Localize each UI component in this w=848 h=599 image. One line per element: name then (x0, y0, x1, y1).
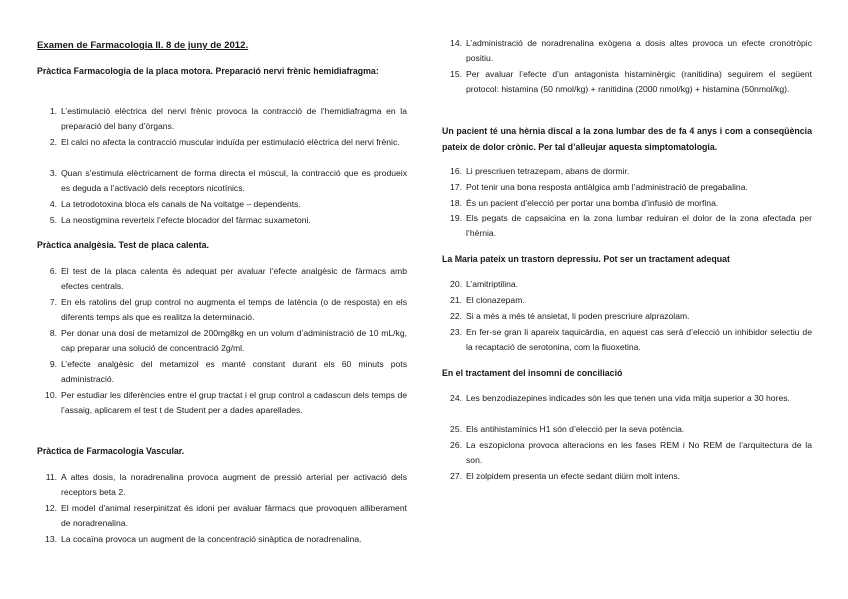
item-number: 15. (450, 69, 462, 79)
item-number: 25. (450, 424, 462, 434)
item-text: Per donar una dosi de metamizol de 200mg8kg en un volum d’administració de 10 mL/kg, cap preparar una solució de concentració 2g/ml. (61, 328, 407, 353)
item-number: 6. (49, 266, 57, 276)
section-heading-maria: La Maria pateix un trastorn depressiu. Pot ser un tractament adequat (442, 254, 730, 264)
item-text: L’efecte analgèsic del metamizol es manté constant durant els 60 minuts pots administració. (61, 359, 407, 384)
item-number: 10. (45, 390, 57, 400)
item-text: Les benzodiazepines indicades són les que tenen una vida mitja superior a 30 hores. (466, 393, 790, 403)
item-text: Li prescriuen tetrazepam, abans de dormir. (466, 166, 630, 176)
item-text: El calci no afecta la contracció muscular induïda per estimulació elèctrica del nervi frènic. (61, 137, 400, 147)
item-text: El test de la placa calenta és adequat per avaluar l’efecte analgèsic de fàrmacs amb efectes centrals. (61, 266, 407, 291)
item-text: És un pacient d’elecció per portar una bomba d’infusió de morfina. (466, 198, 719, 208)
section-heading-motora: Pràctica Farmacologia de la placa motora. Preparació nervi frènic hemidiafragma: (37, 66, 379, 76)
item-text: Quan s’estimula elèctricament de forma directa el múscul, la contracció que es produeix es deguda a l’activació dels receptors nicotínics. (61, 168, 407, 193)
item-text: La tetrodotoxina bloca els canals de Na voltatge – dependents. (61, 199, 301, 209)
item-text: En els ratolins del grup control no augmenta el temps de latència (o de resposta) en els diferents temps als que es realitza la determinació. (61, 297, 407, 322)
item-text: Pot tenir una bona resposta antiàlgica amb l’administració de pregabalina. (466, 182, 748, 192)
item-text: El model d’animal reserpinitzat és idoni per avaluar fàrmacs que provoquen alliberament de noradrenalina. (61, 503, 407, 528)
page-title: Examen de Farmacologia II. 8 de juny de 2012. (37, 40, 249, 51)
section-heading-insomni: En el tractament del insomni de conciliació (442, 368, 623, 378)
item-text: L’administració de noradrenalina exògena a dosis altes provoca un efecte cronotròpic positiu. (466, 38, 812, 63)
item-number: 3. (49, 168, 57, 178)
item-number: 13. (45, 534, 57, 544)
item-number: 1. (49, 106, 57, 116)
item-text: L’estimulació elèctrica del nervi frènic provoca la contracció de l’hemidiafragma en la preparació del bany d’òrgans. (61, 106, 407, 131)
item-number: 24. (450, 393, 462, 403)
item-text: Els pegats de capsaicina en la zona lumbar reduiran el dolor de la zona afectada per l’hèrnia. (466, 213, 812, 238)
section-heading-hernia: Un pacient té una hèrnia discal a la zona lumbar des de fa 4 anys i com a conseqüència pateix de dolor crònic. Per tal d’alleujar aquesta simptomatologia. (442, 126, 812, 152)
item-number: 16. (450, 166, 462, 176)
item-number: 17. (450, 182, 462, 192)
item-text: Per estudiar les diferències entre el grup tractat i el grup control a cadascun dels temps de l’assaig, aplicarem el test t de Student per a dades aparellades. (61, 390, 407, 415)
item-text: Els antihistamínics H1 són d’elecció per la seva potència. (466, 424, 685, 434)
item-text: El zolpidem presenta un efecte sedant diürn molt intens. (466, 471, 681, 481)
item-text: L’amitriptilina. (466, 279, 519, 289)
item-text: En fer-se gran li apareix taquicàrdia, en aquest cas serà d’elecció un inhibidor selectiu de la recaptació de serotonina, com la fluoxetina. (466, 327, 812, 352)
item-text: Per avaluar l’efecte d’un antagonista histaminèrgic (ranitidina) seguirem el següent protocol: histamina (50 nmol/kg) + ranitidina (2000 nmol/kg) + histamina (50nmol/kg). (466, 69, 812, 94)
item-text: La eszopiclona provoca alteracions en les fases REM i No REM de l’arquitectura de la son. (466, 440, 812, 465)
item-number: 5. (49, 215, 57, 225)
item-text: La neostigmina reverteix l’efecte blocador del fàrmac suxametoni. (61, 215, 311, 225)
item-number: 4. (49, 199, 57, 209)
item-number: 2. (49, 137, 57, 147)
item-number: 7. (49, 297, 57, 307)
item-number: 26. (450, 440, 462, 450)
item-number: 8. (49, 328, 57, 338)
item-text: El clonazepam. (466, 295, 525, 305)
item-number: 14. (450, 38, 462, 48)
item-text: La cocaïna provoca un augment de la concentració sinàptica de noradrenalina. (61, 534, 362, 544)
item-number: 21. (450, 295, 462, 305)
item-number: 23. (450, 327, 462, 337)
item-number: 22. (450, 311, 462, 321)
item-number: 20. (450, 279, 462, 289)
section-heading-analgesia: Pràctica analgèsia. Test de placa calenta. (37, 240, 209, 250)
item-number: 12. (45, 503, 57, 513)
item-number: 27. (450, 471, 462, 481)
item-text: A altes dosis, la noradrenalina provoca augment de pressió arterial per activació dels receptors beta 2. (61, 472, 407, 497)
item-text: Si a més a més té ansietat, li poden prescriure alprazolam. (466, 311, 690, 321)
item-number: 19. (450, 213, 462, 223)
item-number: 9. (49, 359, 57, 369)
item-number: 18. (450, 198, 462, 208)
item-number: 11. (45, 472, 57, 482)
section-heading-vascular: Pràctica de Farmacologia Vascular. (37, 446, 185, 456)
